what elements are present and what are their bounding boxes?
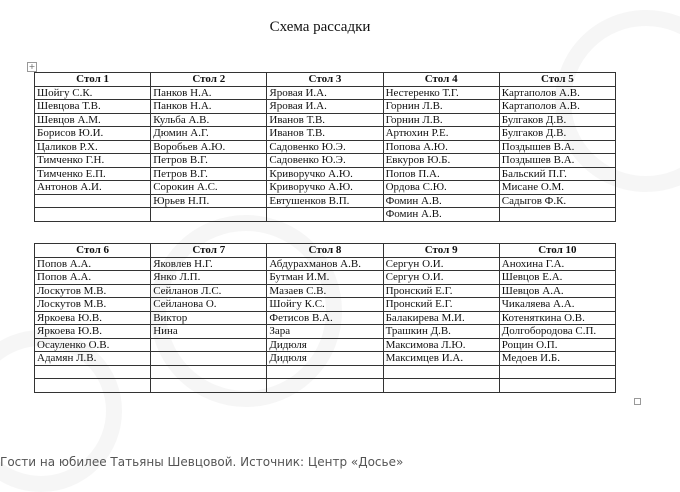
table-row (35, 113, 616, 127)
table-cell[interactable]: Попов А.А. (35, 257, 151, 271)
table-header-cell: Стол 2 (151, 73, 267, 87)
table-cell[interactable] (499, 379, 615, 393)
table-cell[interactable]: Балакирева М.И. (383, 311, 499, 325)
table-cell[interactable] (151, 379, 267, 393)
table-header-row (35, 73, 616, 87)
table-cell[interactable]: Фомин А.В. (383, 194, 499, 208)
table-cell[interactable] (499, 365, 615, 379)
table-header-cell: Стол 3 (267, 73, 383, 87)
table-header-cell: Стол 9 (383, 244, 499, 258)
table-cell[interactable]: Бутман И.М. (267, 271, 383, 285)
table-cell[interactable]: Кульба А.В. (151, 113, 267, 127)
table-cell[interactable] (267, 208, 383, 222)
table-cell[interactable]: Яровая И.А. (267, 86, 383, 100)
table-cell[interactable]: Антонов А.И. (35, 181, 151, 195)
table-cell[interactable]: Иванов Т.В. (267, 113, 383, 127)
table-cell[interactable] (383, 365, 499, 379)
seating-table-top (34, 72, 616, 222)
table-row (35, 154, 616, 168)
table-row (35, 208, 616, 222)
table-cell[interactable]: Тимченко Г.Н. (35, 154, 151, 168)
table-cell[interactable]: Сергун О.И. (383, 271, 499, 285)
table-cell[interactable]: Садовенко Ю.Э. (267, 154, 383, 168)
table-cell[interactable]: Долгобородова С.П. (499, 325, 615, 339)
table-cell[interactable]: Абдурахманов А.В. (267, 257, 383, 271)
table-cell[interactable]: Картаполов А.В. (499, 100, 615, 114)
table-cell[interactable] (267, 379, 383, 393)
table-cell[interactable]: Чикаляева А.А. (499, 298, 615, 312)
table-row (35, 181, 616, 195)
table-cell[interactable]: Панков Н.А. (151, 100, 267, 114)
table-cell[interactable]: Зара (267, 325, 383, 339)
table-row (35, 86, 616, 100)
table-cell[interactable]: Горнин Л.В. (383, 100, 499, 114)
table-cell[interactable]: Дидюля (267, 338, 383, 352)
table-cell[interactable]: Яровая И.А. (267, 100, 383, 114)
table-cell[interactable]: Евтушенков В.П. (267, 194, 383, 208)
table-cell[interactable]: Шевцов Е.А. (499, 271, 615, 285)
table-cell[interactable]: Криворучко А.Ю. (267, 181, 383, 195)
table-cell[interactable]: Борисов Ю.И. (35, 127, 151, 141)
table-cell[interactable]: Горнин Л.В. (383, 113, 499, 127)
table-row (35, 338, 616, 352)
table-cell[interactable]: Трашкин Д.В. (383, 325, 499, 339)
table-cell[interactable]: Цаликов Р.Х. (35, 140, 151, 154)
table-cell[interactable]: Нестеренко Т.Г. (383, 86, 499, 100)
table-cell[interactable]: Поздышев В.А. (499, 140, 615, 154)
table-cell[interactable]: Пронский Е.Г. (383, 284, 499, 298)
table-row (35, 140, 616, 154)
table-cell[interactable] (499, 208, 615, 222)
table-row (35, 271, 616, 285)
table-cell[interactable] (383, 379, 499, 393)
table-cell[interactable]: Петров В.Г. (151, 154, 267, 168)
table-row (35, 298, 616, 312)
table-cell[interactable]: Булгаков Д.В. (499, 127, 615, 141)
table-cell[interactable]: Артюхин Р.Е. (383, 127, 499, 141)
table-row (35, 167, 616, 181)
table-cell[interactable]: Сорокин А.С. (151, 181, 267, 195)
table-row (35, 379, 616, 393)
table-cell[interactable]: Попова А.Ю. (383, 140, 499, 154)
table-cell[interactable] (151, 365, 267, 379)
table-header-cell: Стол 7 (151, 244, 267, 258)
table-cell[interactable]: Поздышев В.А. (499, 154, 615, 168)
image-caption: Гости на юбилее Татьяны Шевцовой. Источник: Центр «Досье» (0, 455, 404, 469)
table-cell[interactable]: Ордова С.Ю. (383, 181, 499, 195)
table-header-cell: Стол 8 (267, 244, 383, 258)
table-resize-handle-icon[interactable] (634, 398, 641, 405)
table-row (35, 284, 616, 298)
table-cell[interactable]: Дидюля (267, 352, 383, 366)
table-row (35, 352, 616, 366)
table-cell[interactable]: Осауленко О.В. (35, 338, 151, 352)
table-header-cell: Стол 5 (499, 73, 615, 87)
table-cell[interactable]: Медоев И.Б. (499, 352, 615, 366)
table-cell[interactable]: Яркоева Ю.В. (35, 325, 151, 339)
table-cell[interactable]: Яковлев Н.Г. (151, 257, 267, 271)
table-cell[interactable]: Воробьев А.Ю. (151, 140, 267, 154)
seating-table-bottom (34, 243, 616, 393)
table-cell[interactable]: Шевцова Т.В. (35, 100, 151, 114)
table-move-handle-icon[interactable]: + (28, 62, 36, 71)
table-cell[interactable]: Максимова Л.Ю. (383, 338, 499, 352)
table-cell[interactable] (35, 365, 151, 379)
table-cell[interactable]: Булгаков Д.В. (499, 113, 615, 127)
table-cell[interactable]: Сергун О.И. (383, 257, 499, 271)
table-cell[interactable]: Криворучко А.Ю. (267, 167, 383, 181)
table-cell[interactable]: Панков Н.А. (151, 86, 267, 100)
table-cell[interactable]: Мисане О.М. (499, 181, 615, 195)
table-cell[interactable]: Виктор (151, 311, 267, 325)
table-cell[interactable]: Сейланов Л.С. (151, 284, 267, 298)
table-cell[interactable]: Юрьев Н.П. (151, 194, 267, 208)
table-header-row (35, 244, 616, 258)
table-header-cell: Стол 1 (35, 73, 151, 87)
table-row (35, 127, 616, 141)
table-header-cell: Стол 4 (383, 73, 499, 87)
table-cell[interactable]: Бальский П.Г. (499, 167, 615, 181)
table-cell[interactable]: Дюмин А.Г. (151, 127, 267, 141)
table-cell[interactable] (151, 352, 267, 366)
table-cell[interactable]: Садыгов Ф.К. (499, 194, 615, 208)
table-cell[interactable]: Иванов Т.В. (267, 127, 383, 141)
table-header-cell: Стол 6 (35, 244, 151, 258)
table-cell[interactable]: Фомин А.В. (383, 208, 499, 222)
table-cell[interactable]: Янко Л.П. (151, 271, 267, 285)
table-row (35, 365, 616, 379)
table-cell[interactable]: Шевцов А.А. (499, 284, 615, 298)
table-cell[interactable] (35, 208, 151, 222)
table-cell[interactable] (35, 379, 151, 393)
table-row (35, 194, 616, 208)
table-cell[interactable]: Адамян Л.В. (35, 352, 151, 366)
table-cell[interactable]: Шойгу С.К. (35, 86, 151, 100)
table-cell[interactable] (267, 365, 383, 379)
table-row (35, 311, 616, 325)
table-row (35, 100, 616, 114)
table-row (35, 257, 616, 271)
table-cell[interactable]: Тимченко Е.П. (35, 167, 151, 181)
table-cell[interactable]: Картаполов А.В. (499, 86, 615, 100)
table-cell[interactable]: Лоскутов М.В. (35, 298, 151, 312)
table-cell[interactable]: Пронский Е.Г. (383, 298, 499, 312)
table-cell[interactable]: Котеняткина О.В. (499, 311, 615, 325)
table-cell[interactable] (151, 338, 267, 352)
table-cell[interactable]: Попов А.А. (35, 271, 151, 285)
table-cell[interactable]: Шойгу К.С. (267, 298, 383, 312)
table-cell[interactable]: Шевцов А.М. (35, 113, 151, 127)
table-cell[interactable]: Попов П.А. (383, 167, 499, 181)
page-title: Схема рассадки (269, 19, 371, 35)
table-cell[interactable] (151, 208, 267, 222)
table-cell[interactable]: Сейланова О. (151, 298, 267, 312)
table-row (35, 325, 616, 339)
table-cell[interactable]: Фетисов В.А. (267, 311, 383, 325)
table-cell[interactable]: Садовенко Ю.Э. (267, 140, 383, 154)
table-cell[interactable]: Анохина Г.А. (499, 257, 615, 271)
table-cell[interactable]: Рощин О.П. (499, 338, 615, 352)
table-cell[interactable]: Петров В.Г. (151, 167, 267, 181)
table-cell[interactable]: Яркоева Ю.В. (35, 311, 151, 325)
table-cell[interactable] (35, 194, 151, 208)
table-cell[interactable]: Мазаев С.В. (267, 284, 383, 298)
table-cell[interactable]: Евкуров Ю.Б. (383, 154, 499, 168)
table-cell[interactable]: Максимцев И.А. (383, 352, 499, 366)
table-cell[interactable]: Нина (151, 325, 267, 339)
table-cell[interactable]: Лоскутов М.В. (35, 284, 151, 298)
table-header-cell: Стол 10 (499, 244, 615, 258)
